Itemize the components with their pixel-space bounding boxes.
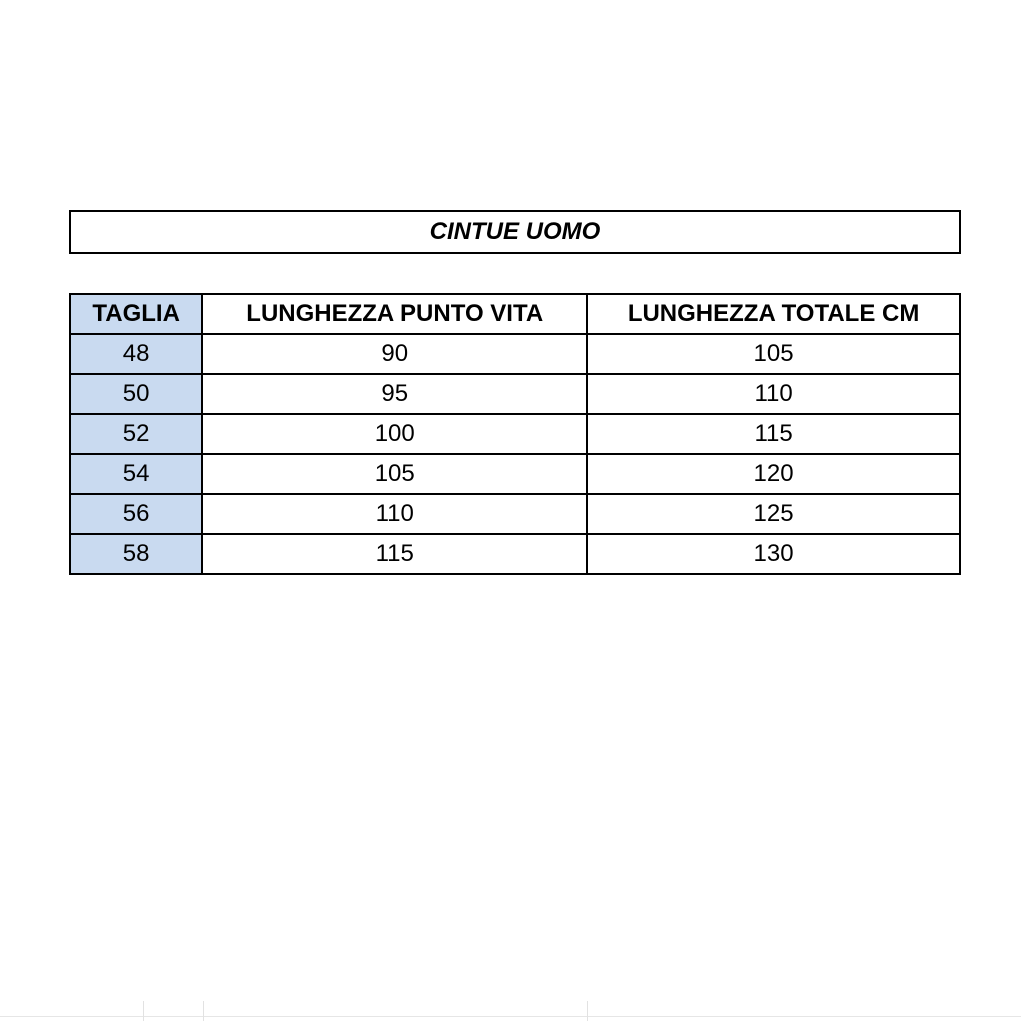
cell-waist-length: 110 [202,494,587,534]
spreadsheet-gridline-tick [203,1001,204,1021]
size-chart-table [69,293,961,575]
table-row [70,454,960,494]
table-row [70,374,960,414]
spreadsheet-gridline-tick [587,1001,588,1021]
header-waist-length: LUNGHEZZA PUNTO VITA [202,294,587,334]
cell-total-length: 120 [587,454,960,494]
header-total-length: LUNGHEZZA TOTALE CM [587,294,960,334]
cell-waist-length: 105 [202,454,587,494]
table-header-row [70,294,960,334]
cell-waist-length: 90 [202,334,587,374]
cell-waist-length: 100 [202,414,587,454]
table-row [70,334,960,374]
table-row [70,534,960,574]
cell-waist-length: 115 [202,534,587,574]
cell-size: 56 [70,494,202,534]
table-row [70,414,960,454]
table-row [70,494,960,534]
cell-size: 50 [70,374,202,414]
spreadsheet-gridline-tick [143,1001,144,1021]
spreadsheet-gridline [0,1016,1021,1017]
cell-total-length: 105 [587,334,960,374]
cell-size: 48 [70,334,202,374]
cell-total-length: 115 [587,414,960,454]
cell-size: 54 [70,454,202,494]
header-size: TAGLIA [70,294,202,334]
cell-total-length: 130 [587,534,960,574]
cell-size: 58 [70,534,202,574]
cell-waist-length: 95 [202,374,587,414]
cell-total-length: 110 [587,374,960,414]
cell-total-length: 125 [587,494,960,534]
cell-size: 52 [70,414,202,454]
page-title-text: CINTUE UOMO [429,218,601,245]
page-title [69,210,961,254]
